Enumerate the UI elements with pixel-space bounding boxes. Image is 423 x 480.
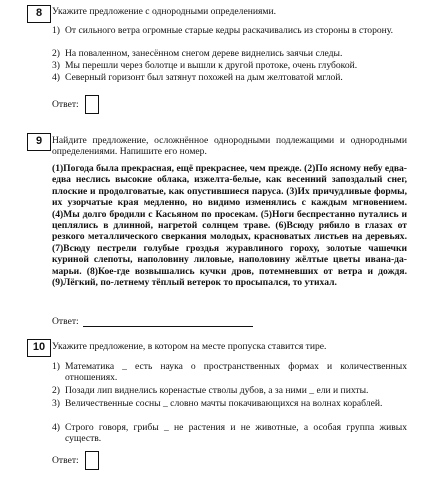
question-number-9: 9 [27,133,51,151]
answer-label: Ответ: [52,454,79,466]
answer-line[interactable] [83,317,253,327]
question-9-answer [52,316,253,327]
option-text: Мы перешли через болотце и вышли к другой протоке, очень глубокой. [65,60,358,71]
option-text: От сильного ветра огромные старые кедры раскачивались из стороны в сторону. [65,25,394,36]
question-10-option-1 [52,361,407,384]
option-text: На поваленном, занесённом снегом дереве виднелись заячьи следы. [65,48,343,59]
option-number: 1) [52,25,60,36]
question-10-prompt: Укажите предложение, в котором на месте пропуска ставится тире. [52,341,327,352]
question-10-option-2 [52,385,407,396]
option-text: Математика _ есть наука о пространственных формах и количественных отношениях. [65,361,407,384]
question-number-10: 10 [27,339,51,357]
question-8-prompt: Укажите предложение с однородными определениями. [52,6,277,17]
option-text: Северный горизонт был затянут похожей на дым желтоватой мглой. [65,72,343,83]
question-8-option-3 [52,60,407,71]
question-number-8: 8 [27,5,51,23]
question-8 [52,6,407,116]
question-8-option-1 [52,25,407,36]
question-10-option-4 [52,422,407,445]
option-text: Величественные сосны _ словно мачты покачивающихся на волнах кораблей. [65,398,383,409]
option-number: 1) [52,361,60,372]
question-9-text: (1)Погода была прекрасная, ещё прекраснее, чем прежде. (2)По ясному небу едва-едва неслись высокие облака, изжелта-белые, как весенний запоздалый снег, плоские и продолговатые, как опустившиеся паруса. (3)Их причудливые формы, их узорчатые края медленно, но видимо изменялись с каждым мгновением. (4)Мы долго бродили с Касьяном по просекам. (5)Ноги беспрестанно путались и цеплялись в длинной, нагретой солнцем траве. (6)Всюду рябило в глазах от резкого металлического сверкания молодых, красноватых листьев на деревьях. (7)Всюду пестрели голубые гроздья журавлиного гороху, золотые чашечки куриной слепоты, наполовину лиловые, наполовину жёлтые цветы ивана-да-марьи. (8)Кое-где возвышались кучки дров, потемневших от ветра и дождя. (9)Лёгкий, по-летнему тёплый ветерок то просыпался, то утихал. [52,163,407,289]
answer-box[interactable] [85,451,99,470]
option-text: Строго говоря, грибы _ не растения и не животные, а особая группа живых существ. [65,422,407,445]
question-9-prompt: Найдите предложение, осложнённое однородными подлежащими и однородными определениями. Напишите его номер. [52,135,407,158]
question-10 [52,341,407,476]
answer-label: Ответ: [52,98,79,110]
option-number: 2) [52,48,60,59]
answer-label: Ответ: [52,316,79,327]
question-8-option-4 [52,72,407,83]
option-text: Позади лип виднелись коренастые стволы дубов, а за ними _ ели и пихты. [65,385,369,396]
option-number: 3) [52,398,60,409]
answer-box[interactable] [85,95,99,114]
option-number: 3) [52,60,60,71]
question-8-answer [52,95,99,114]
question-9 [52,135,407,325]
option-number: 4) [52,72,60,83]
question-10-answer [52,451,99,470]
question-8-option-2 [52,48,407,59]
option-number: 4) [52,422,60,433]
option-number: 2) [52,385,60,396]
question-10-option-3 [52,398,407,409]
